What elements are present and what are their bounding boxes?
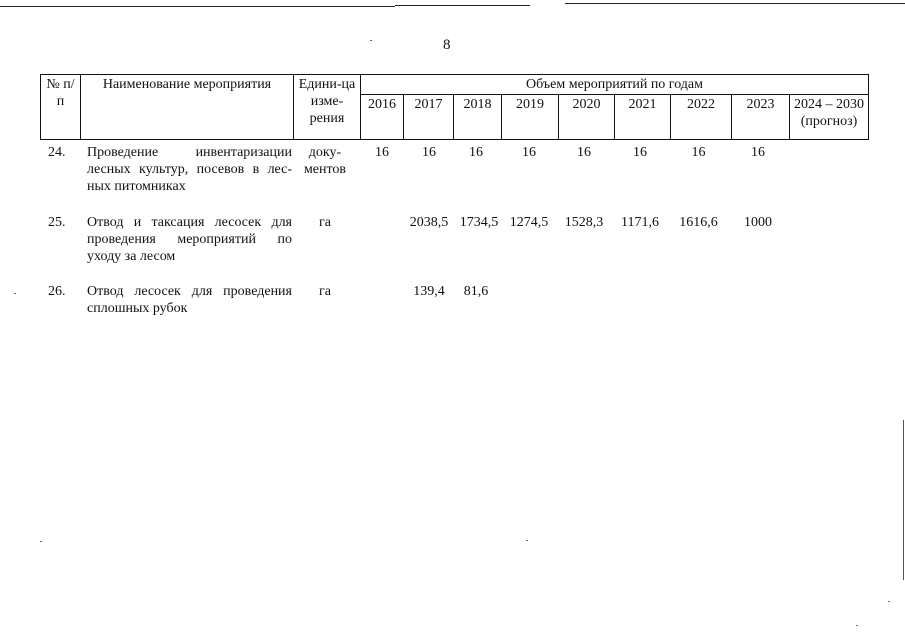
row-unit: доку-ментов: [303, 145, 347, 177]
row-value-2016: 16: [375, 145, 389, 160]
year-2024-2030: 2024 – 2030 (прогноз): [790, 95, 869, 140]
top-rule-mid: [395, 5, 530, 6]
row-name: Отвод и таксация лесосек для проведения мероприятий по уходу за лесом: [87, 215, 292, 264]
year-2020: 2020: [559, 95, 615, 140]
year-2018: 2018: [454, 95, 502, 140]
page-number: 8: [443, 37, 451, 53]
row-value-2018: 16: [469, 145, 483, 160]
row-value-2018: 1734,5: [459, 215, 499, 230]
row-value-2021: 1171,6: [621, 215, 659, 230]
col-name-header: Наименование мероприятия: [81, 75, 294, 140]
row-unit: га: [319, 284, 331, 299]
scan-speck: [40, 541, 42, 542]
row-value-2019: 1274,5: [509, 215, 549, 230]
table-header: [40, 74, 869, 140]
row-value-2017: 16: [422, 145, 436, 160]
row-number: 24.: [48, 145, 66, 160]
year-2017: 2017: [404, 95, 454, 140]
scan-speck: [526, 540, 528, 541]
row-value-2017: 139,4: [413, 284, 445, 299]
scan-speck: [14, 293, 16, 294]
row-value-2020: 1528,3: [564, 215, 604, 230]
row-value-2018: 81,6: [463, 284, 489, 299]
row-value-2022: 1616,6: [679, 215, 718, 230]
scan-speck: [370, 40, 372, 41]
row-name: Отвод лесосек для проведения сплошных рубок: [87, 284, 292, 316]
row-number: 26.: [48, 284, 66, 299]
col-no-header: № п/п: [41, 75, 81, 140]
col-unit-header: Едини-ца изме-рения: [294, 75, 361, 140]
row-name: Проведение инвентаризации лесных культур, посевов в лес-ных питомниках: [87, 145, 292, 194]
row-value-2020: 16: [577, 145, 591, 160]
row-value-2017: 2038,5: [409, 215, 449, 230]
row-value-2019: 16: [522, 145, 536, 160]
col-group-header: Объем мероприятий по годам: [361, 75, 869, 95]
row-number: 25.: [48, 215, 66, 230]
top-rule-left: [0, 6, 395, 7]
year-2019: 2019: [502, 95, 559, 140]
year-2022: 2022: [671, 95, 732, 140]
top-rule-right: [565, 3, 905, 4]
row-value-2022: 16: [691, 145, 706, 160]
row-value-2023: 16: [751, 145, 765, 160]
year-2021: 2021: [615, 95, 671, 140]
row-unit: га: [319, 215, 331, 230]
scan-speck: [856, 625, 858, 626]
year-2016: 2016: [361, 95, 404, 140]
row-value-2023: 1000: [744, 215, 772, 230]
scan-speck: [888, 601, 890, 602]
year-2023: 2023: [732, 95, 790, 140]
row-value-2021: 16: [633, 145, 647, 160]
scan-edge-line: [903, 420, 904, 580]
